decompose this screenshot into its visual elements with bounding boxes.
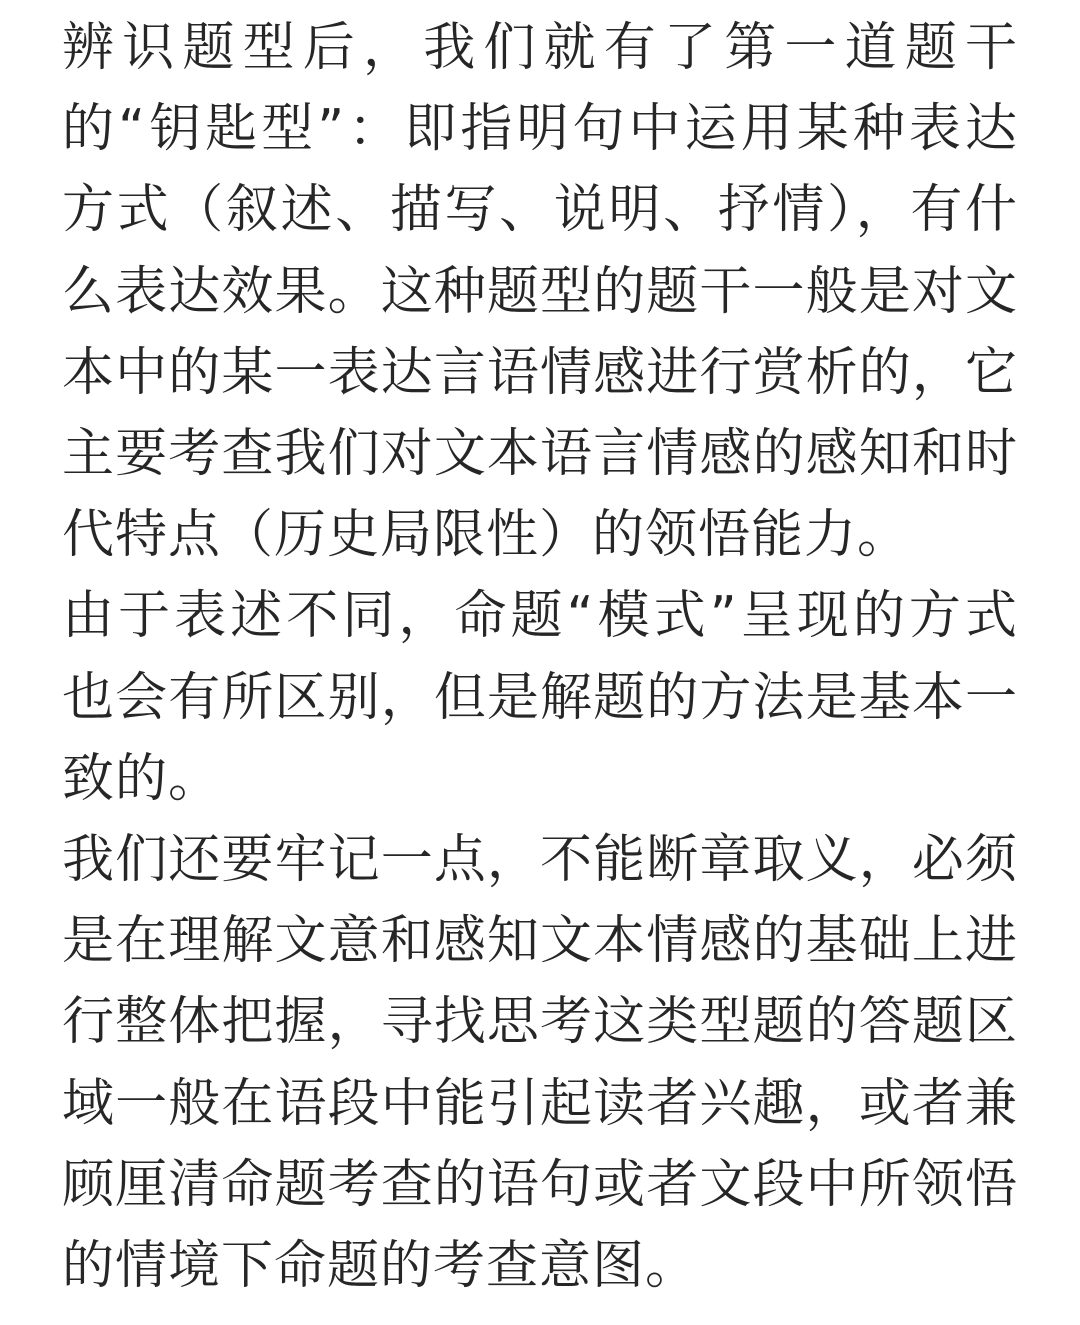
paragraph-question-type: 辨识题型后，我们就有了第一道题干的“钥匙型”：即指明句中运用某种表达方式（叙述、描写、说明、抒情），有什么表达效果。这种题型的题干一般是对文本中的某一表达言语情感进行赏析的，它主要考查我们对文本语言情感的感知和时代特点（历史局限性）的领悟能力。 [62,18,1018,566]
paragraph-different-expression: 由于表述不同，命题“模式”呈现的方式也会有所区别，但是解题的方法是基本一致的。 [62,586,1018,809]
paragraph-overall-understanding: 我们还要牢记一点，不能断章取义，必须是在理解文意和感知文本情感的基础上进行整体把握，寻找思考这类型题的答题区域一般在语段中能引起读者兴趣，或者兼顾厘清命题考查的语句或者文段中所领悟的情境下命题的考查意图。 [62,830,1018,1297]
